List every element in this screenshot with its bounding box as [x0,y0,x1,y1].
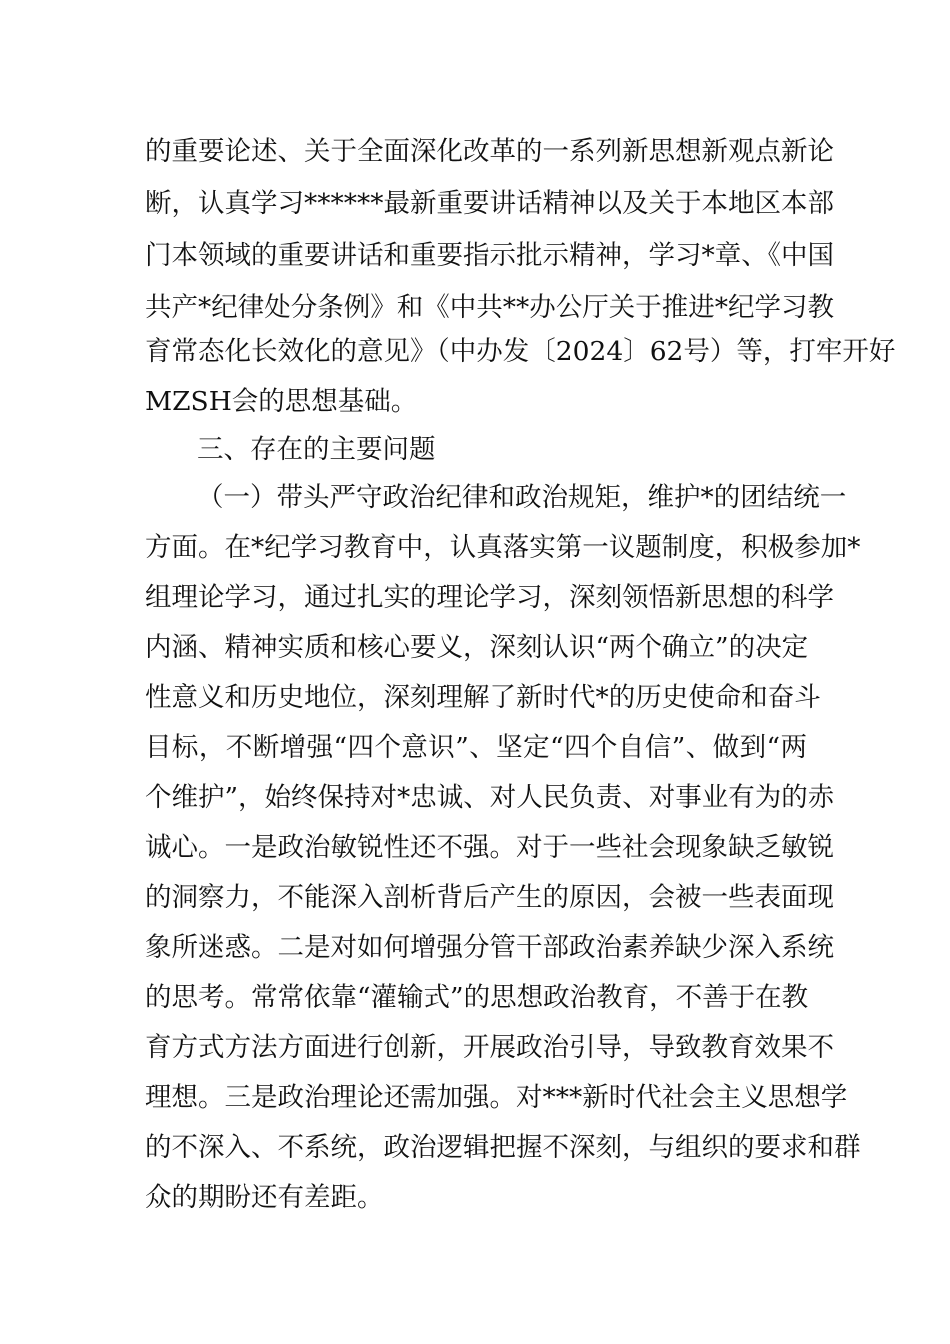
paragraph-1-line-5: 育常态化长效化的意见》（中办发〔2024〕62号）等，打牢开好 [145,336,896,367]
paragraph-2-line-10: 象所迷惑。二是对如何增强分管干部政治素养缺少深入系统 [145,932,834,963]
paragraph-2-line-9: 的洞察力，不能深入剖析背后产生的原因，会被一些表面现 [145,882,834,913]
paragraph-2-line-7: 个维护”，始终保持对*忠诚、对人民负责、对事业有为的赤 [145,782,835,813]
paragraph-2-line-2: 方面。在*纪学习教育中，认真落实第一议题制度，积极参加* [145,532,861,563]
section-heading: 三、存在的主要问题 [197,434,436,465]
paragraph-2-line-1: （一）带头严守政治纪律和政治规矩，维护*的团结统一 [197,482,847,513]
paragraph-1-line-3: 门本领域的重要讲话和重要指示批示精神，学习*章、《中国 [145,240,834,271]
paragraph-2-line-8: 诚心。一是政治敏锐性还不强。对于一些社会现象缺乏敏锐 [145,832,834,863]
paragraph-2-line-15: 众的期盼还有差距。 [145,1182,384,1213]
paragraph-2-line-4: 内涵、精神实质和核心要义，深刻认识“两个确立”的决定 [145,632,809,663]
paragraph-2-line-13: 理想。三是政治理论还需加强。对***新时代社会主义思想学 [145,1082,848,1113]
paragraph-2-line-14: 的不深入、不系统，政治逻辑把握不深刻，与组织的要求和群 [145,1132,861,1163]
paragraph-2-line-12: 育方式方法方面进行创新，开展政治引导，导致教育效果不 [145,1032,834,1063]
paragraph-1-line-4: 共产*纪律处分条例》和《中共**办公厅关于推进*纪学习教 [145,292,834,323]
paragraph-2-line-11: 的思考。常常依靠“灌输式”的思想政治教育，不善于在教 [145,982,809,1013]
paragraph-1-line-2: 断，认真学习******最新重要讲话精神以及关于本地区本部 [145,188,834,219]
paragraph-2-line-6: 目标，不断增强“四个意识”、坚定“四个自信”、做到“两 [145,732,807,763]
paragraph-2-line-5: 性意义和历史地位，深刻理解了新时代*的历史使命和奋斗 [145,682,821,713]
paragraph-1-line-1: 的重要论述、关于全面深化改革的一系列新思想新观点新论 [145,136,834,167]
paragraph-2-line-3: 组理论学习，通过扎实的理论学习，深刻领悟新思想的科学 [145,582,834,613]
paragraph-1-line-6: MZSH会的思想基础。 [145,386,418,417]
